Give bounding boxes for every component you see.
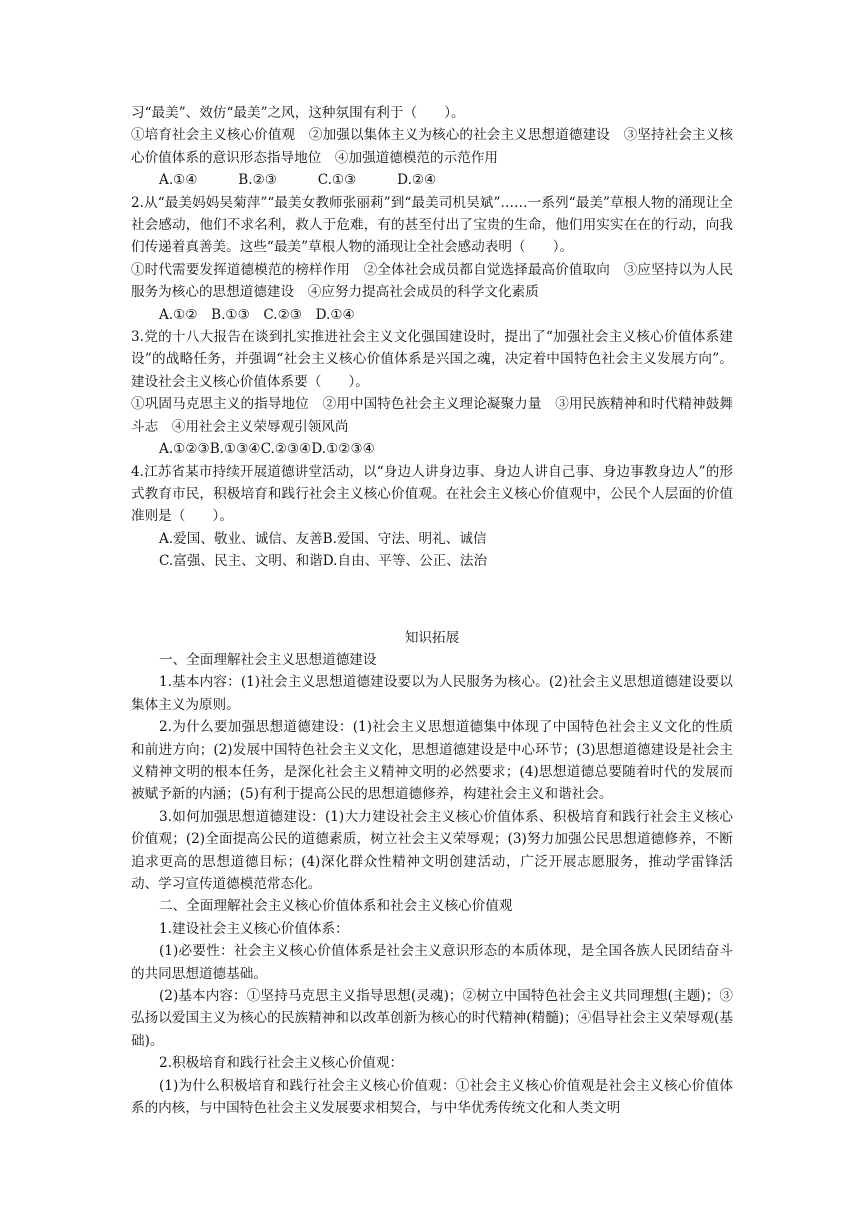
text-line-s1-2: 2.为什么要加强思想道德建设：(1)社会主义思想道德集中体现了中国特色社会主义文化的性质和前进方向；(2)发展中国特色社会主义文化，思想道德建设是中心环节；(3)思想道德建设是社会主义精神文明的根本任务，是深化社会主义精神文明的必然要求；(4)思想道德总要随着时代的发展而被赋予新的内涵；(5)有利于提高公民的思想道德修养，构建社会主义和谐社会。 [131, 719, 733, 803]
text-line-q4-optCD: C.富强、民主、文明、和谐D.自由、平等、公正、法治 [159, 553, 488, 570]
text-line-s1-head: 一、全面理解社会主义思想道德建设 [159, 651, 377, 668]
text-line-s2-head: 二、全面理解社会主义核心价值体系和社会主义核心价值观 [159, 898, 513, 915]
text-line-s2-2: 2.积极培育和践行社会主义核心价值观： [159, 1055, 404, 1072]
text-line-q4-optAB: A.爱国、敬业、诚信、友善B.爱国、守法、明礼、诚信 [159, 530, 487, 547]
text-line-q1-cont: 习“最美”、效仿“最美”之风，这种氛围有利于（ ）。 [131, 105, 465, 121]
text-line-q2-opts: A.①② B.①③ C.②③ D.①④ [159, 306, 355, 323]
text-line-sec-title: 知识拓展 [404, 629, 460, 646]
text-line-gap1 [131, 589, 733, 611]
text-line-s2-1: 1.建设社会主义核心价值体系： [159, 920, 349, 937]
text-line-q1-stmt: ①培育社会主义核心价值观 ②加强以集体主义为核心的社会主义思想道德建设 ③坚持社会主义核心价值体系的意识形态指导地位 ④加强道德模范的示范作用 [131, 127, 733, 166]
text-line-s2-1a: (1)必要性：社会主义核心价值体系是社会主义意识形态的本质体现，是全国各族人民团结奋斗的共同思想道德基础。 [131, 943, 733, 982]
text-line-q3-stmt: ①巩固马克思主义的指导地位 ②用中国特色社会主义理论凝聚力量 ③用民族精神和时代精神鼓舞斗志 ④用社会主义荣辱观引领风尚 [131, 396, 733, 435]
text-line-s1-1: 1.基本内容：(1)社会主义思想道德建设要以为人民服务为核心。(2)社会主义思想道德建设要以集体主义为原则。 [131, 674, 733, 713]
text-line-q4-stem: 4.江苏省某市持续开展道德讲堂活动，以“身边人讲身边事、身边人讲自己事、身边事教身边人”的形式教育市民，积极培育和践行社会主义核心价值观。在社会主义核心价值观中，公民个人层面的价值准则是（ ）。 [131, 463, 733, 525]
text-line-s2-1b: (2)基本内容：①坚持马克思主义指导思想(灵魂)；②树立中国特色社会主义共同理想(主题)；③弘扬以爱国主义为核心的民族精神和以改革创新为核心的时代精神(精髓)；④倡导社会主义荣辱观(基础)。 [131, 988, 733, 1049]
text-line-q1-opts: A.①④ B.②③ C.①③ D.②④ [159, 172, 437, 189]
text-line-s1-3: 3.如何加强思想道德建设：(1)大力建设社会主义核心价值体系、积极培育和践行社会主义核心价值观；(2)全面提高公民的道德素质，树立社会主义荣辱观；(3)努力加强公民思想道德修养，不断追求更高的思想道德目标；(4)深化群众性精神文明创建活动，广泛开展志愿服务，推动学雷锋活动、学习宣传道德模范常态化。 [131, 808, 733, 892]
text-line-s2-2a: (1)为什么积极培育和践行社会主义核心价值观：①社会主义核心价值观是社会主义核心价值体系的内核，与中国特色社会主义发展要求相契合，与中华优秀传统文化和人类文明 [131, 1077, 733, 1117]
text-line-q2-stem: 2.从“最美妈妈吴菊萍”“最美女教师张丽莉”到“最美司机吴斌”……一系列“最美”草根人物的涌现让全社会感动，他们不求名利，救人于危难，有的甚至付出了宝贵的生命，他们用实实在在的行动，向我们传递着真善美。这些“最美”草根人物的涌现让全社会感动表明（ ）。 [131, 194, 733, 256]
text-line-q3-opts: A.①②③B.①③④C.②③④D.①②③④ [159, 441, 375, 458]
text-line-q3-stem: 3.党的十八大报告在谈到扎实推进社会主义文化强国建设时，提出了“加强社会主义核心价值体系建设”的战略任务，并强调“社会主义核心价值体系是兴国之魂，决定着中国特色社会主义发展方向”。建设社会主义核心价值体系要（ ）。 [131, 329, 733, 390]
document-page [131, 102, 733, 1119]
text-line-q2-stmt: ①时代需要发挥道德模范的榜样作用 ②全体社会成员都自觉选择最高价值取向 ③应坚持以为人民服务为核心的思想道德建设 ④应努力提高社会成员的科学文化素质 [131, 261, 733, 301]
